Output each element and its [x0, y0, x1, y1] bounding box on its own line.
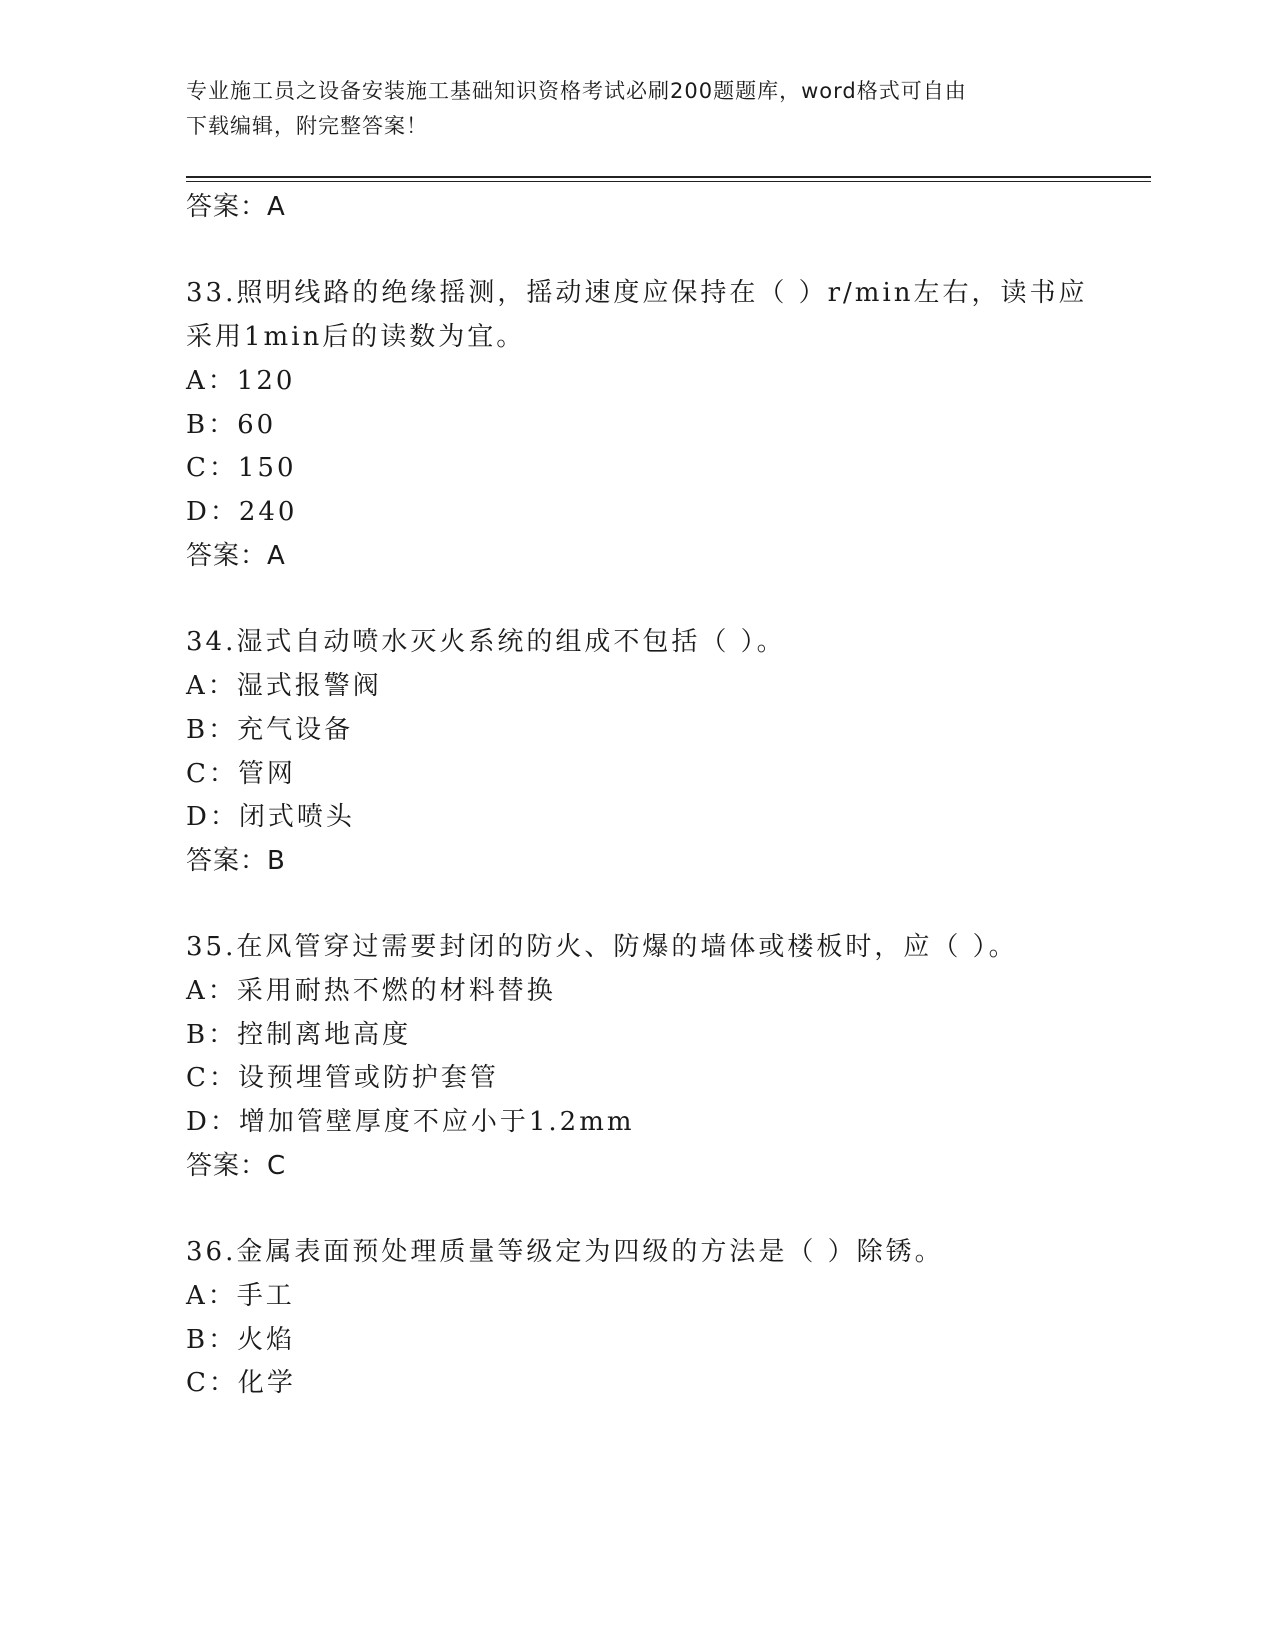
question-33-option-d: D：240: [186, 497, 298, 527]
question-36-text: 36.金属表面预处理质量等级定为四级的方法是（ ）除锈。: [186, 1237, 944, 1267]
question-36-option-b: B：火焰: [186, 1325, 296, 1355]
question-34-option-c: C：管网: [186, 759, 296, 789]
question-35-option-b: B：控制离地高度: [186, 1020, 412, 1050]
question-33-option-c: C：150: [186, 453, 297, 483]
header-divider-thin: [186, 181, 1151, 182]
document-header: [186, 74, 1086, 144]
previous-answer: 答案：A: [186, 192, 286, 222]
question-35-option-a: A：采用耐热不燃的材料替换: [186, 976, 556, 1006]
question-35-text: 35.在风管穿过需要封闭的防火、防爆的墙体或楼板时，应（ ）。: [186, 932, 1018, 962]
question-34-option-d: D：闭式喷头: [186, 802, 355, 832]
question-34-option-b: B：充气设备: [186, 715, 354, 745]
header-divider-thick: [186, 176, 1151, 178]
header-line-1: 专业施工员之设备安装施工基础知识资格考试必刷200题题库，word格式可自由: [186, 79, 967, 103]
question-35-answer: 答案：C: [186, 1151, 287, 1181]
question-36-option-a: A：手工: [186, 1281, 295, 1311]
question-33-text: 33.照明线路的绝缘摇测，摇动速度应保持在（ ）r/min左右，读书应: [186, 278, 1088, 308]
question-34-text: 34.湿式自动喷水灭火系统的组成不包括（ ）。: [186, 627, 786, 657]
question-35-option-d: D：增加管壁厚度不应小于1.2mm: [186, 1107, 635, 1137]
question-35-option-c: C：设预埋管或防护套管: [186, 1063, 499, 1093]
question-33-answer: 答案：A: [186, 541, 286, 571]
question-33-option-a: A：120: [186, 366, 296, 396]
question-33-option-b: B：60: [186, 410, 277, 440]
header-line-2: 下载编辑，附完整答案！: [186, 114, 428, 138]
question-34-option-a: A：湿式报警阀: [186, 671, 382, 701]
question-36-option-c: C：化学: [186, 1368, 296, 1398]
question-34-answer: 答案：B: [186, 846, 286, 876]
question-33-text-cont: 采用1min后的读数为宜。: [186, 322, 526, 352]
